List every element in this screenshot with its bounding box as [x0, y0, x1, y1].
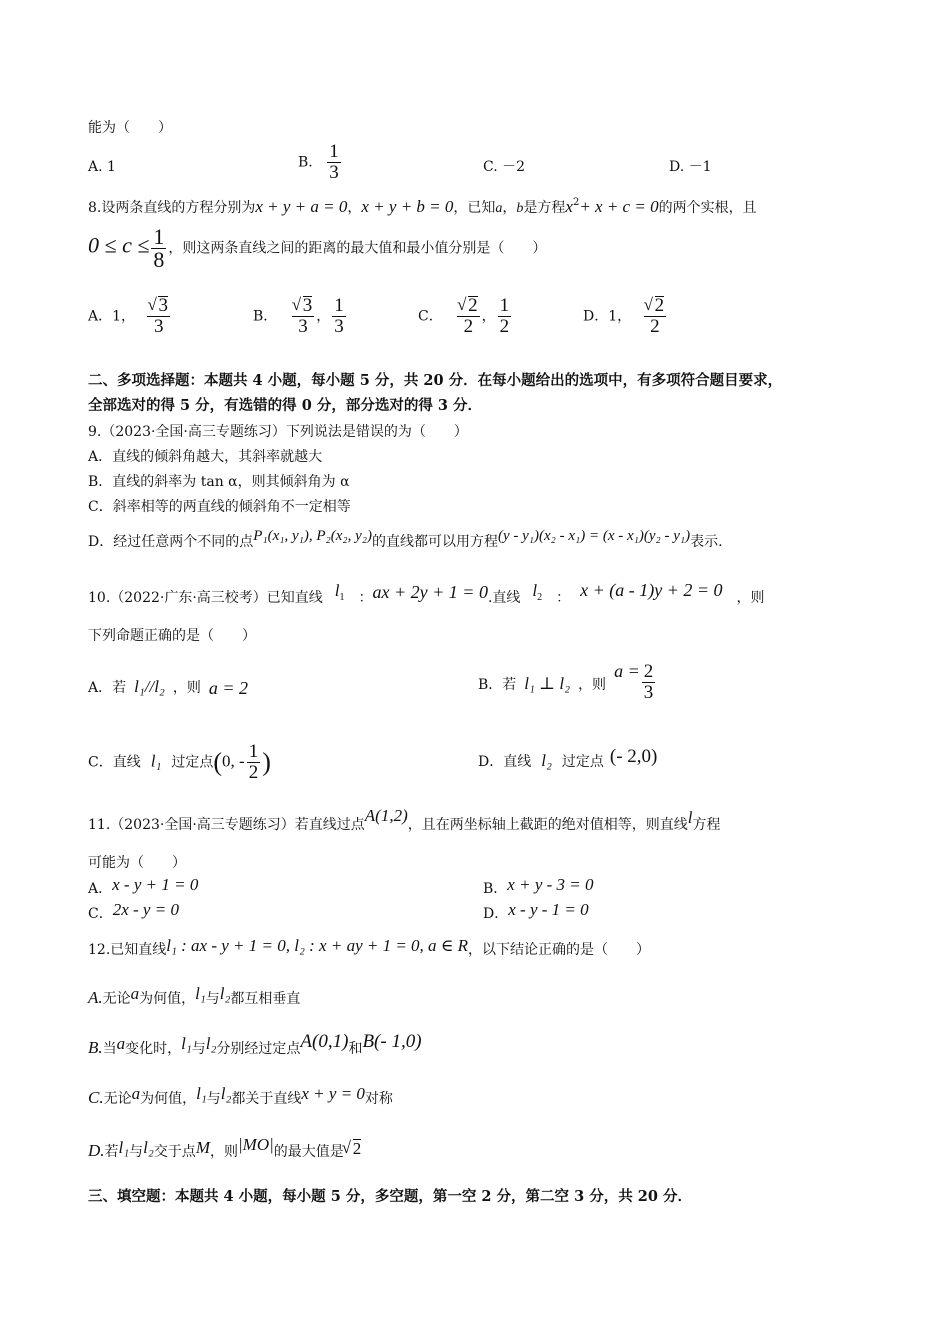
- q7-option-b: B. $\frac{1}{3}$: [298, 141, 339, 183]
- q7-option-d: D. －1: [669, 159, 712, 175]
- section2-header-line1: 二、多项选择题：本题共 4 小题，每小题 5 分，共 20 分．在每小题给出的选项中，有多项符合题目要求，: [88, 372, 783, 389]
- q10-stem-line2: 下列命题正确的是（ ）: [88, 628, 256, 644]
- q9-option-a: A．直线的倾斜角越大，其斜率就越大: [88, 449, 323, 465]
- q10-option-b: B．若 l₁ ⊥ l₂ ，则a = $\frac{2}{3}$: [478, 660, 654, 703]
- q11-stem-line1: 11.（2023·全国·高三专题练习）若直线过点A(1,2)，且在两坐标轴上截距的绝对值相等，则直线l方程: [88, 806, 721, 833]
- q11-option-b: B．x + y - 3 = 0: [483, 875, 594, 897]
- q7-tail: 能为（ ）: [88, 120, 172, 136]
- q8-stem-line1: 8.设两条直线的方程分别为x + y + a = 0，x + y + b = 0，已知a，b是方程$x^2+ x + c = 0$的两个实根，且: [88, 197, 757, 216]
- q8-option-a: A．1， √ $\frac{3}{3}$: [88, 296, 172, 337]
- section2-header-line2: 全部选对的得 5 分，有选错的得 0 分，部分选对的得 3 分．: [88, 397, 483, 414]
- section3-header: 三、填空题：本题共 4 小题，每小题 5 分，多空题，第一空 2 分，第二空 3 分，共 20 分．: [88, 1188, 693, 1205]
- q12-option-a: A.无论a为何值，l₁与l₂都互相垂直: [88, 984, 301, 1007]
- q9-option-d: D．经过任意两个不同的点P₁(x₁, y₁), P₂(x₂, y₂)的直线都可以用方程(y - y₁)(x₂ - x₁) = (x - x₁)(y₂ - y₁)表示.: [88, 528, 723, 550]
- q10-option-d: D．直线 l₂ 过定点 (- 2,0): [478, 746, 658, 770]
- q10-stem-line1: 10.（2022·广东·高三校考）已知直线 $l_1$ ：ax + 2y + 1 = 0.直线 $l_2$ ： x + (a - 1)y + 2 = 0 ，则: [88, 580, 765, 606]
- q11-option-a: A．x - y + 1 = 0: [88, 875, 199, 897]
- q8-option-d: D．1， √ $\frac{2}{2}$: [583, 296, 668, 337]
- q8-option-b: B． √ $\frac{3}{3}$ ， $\frac{1}{3}$: [253, 296, 348, 337]
- q9-stem: 9.（2023·全国·高三专题练习）下列说法是错误的为（ ）: [88, 424, 468, 440]
- q12-option-d: D.若l₁与l₂交于点M，则|MO|的最大值是√ 2: [88, 1141, 361, 1162]
- q7-option-c: C. －2: [483, 159, 526, 175]
- q10-option-a: A．若 l₁//l₂ ，则 a = 2: [88, 677, 248, 698]
- q8-option-c: C． √ $\frac{2}{2}$ ， $\frac{1}{2}$: [418, 296, 513, 337]
- q11-option-d: D．x - y - 1 = 0: [483, 900, 589, 922]
- q10-option-c: C．直线 l₁ 过定点(0, - $\frac{1}{2}$ ): [88, 741, 271, 783]
- q8-stem-line2: 0 ≤ c ≤ $\frac{1}{8}$ ，则这两条直线之间的距离的最大值和最小值分别是（ ）: [88, 224, 547, 272]
- q12-stem: 12.已知直线l₁ : ax - y + 1 = 0, l₂ : x + ay + 1 = 0, a ∈ R，以下结论正确的是（ ）: [88, 936, 651, 958]
- q11-stem-line2: 可能为（ ）: [88, 855, 186, 871]
- q9-option-c: C．斜率相等的两直线的倾斜角不一定相等: [88, 499, 351, 515]
- q12-option-c: C.无论a为何值，l₁与l₂都关于直线x + y = 0对称: [88, 1084, 393, 1107]
- q7-option-a: A. 1: [88, 159, 116, 175]
- q11-option-c: C．2x - y = 0: [88, 900, 179, 922]
- q12-option-b: B.当a变化时，l₁与l₂分别经过定点A(0,1)和B(- 1,0): [88, 1031, 422, 1057]
- q9-option-b: B．直线的斜率为 tan α，则其倾斜角为 α: [88, 474, 350, 490]
